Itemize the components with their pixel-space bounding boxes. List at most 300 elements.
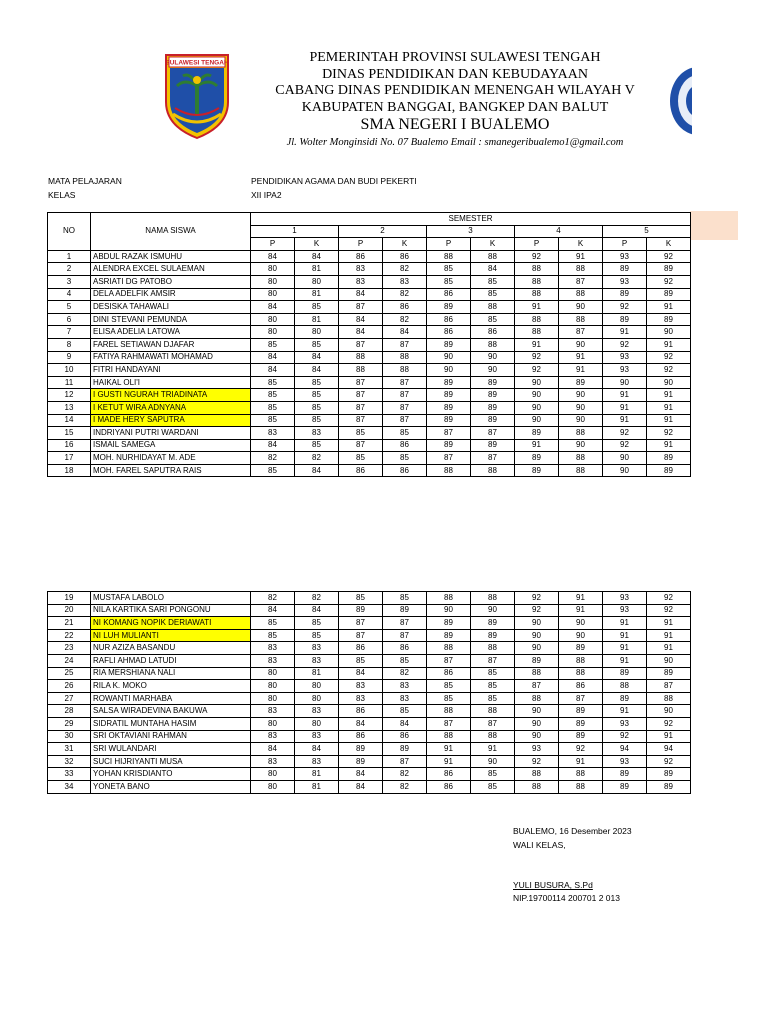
grade-k-sem-5: 92 (647, 364, 691, 377)
grade-k-sem-2: 88 (383, 351, 427, 364)
row-number: 14 (48, 414, 91, 427)
grade-p-sem-2: 89 (339, 604, 383, 617)
grade-k-sem-3: 89 (471, 414, 515, 427)
semester-header: SEMESTER (251, 213, 691, 226)
grade-k-sem-4: 89 (559, 705, 603, 718)
student-name: RIA MERSHIANA NALI (91, 667, 251, 680)
student-name: MUSTAFA LABOLO (91, 592, 251, 605)
school-name: SMA NEGERI I BUALEMO (360, 116, 550, 133)
grade-k-sem-5: 89 (647, 263, 691, 276)
grade-k-sem-5: 91 (647, 389, 691, 402)
grade-k-sem-1: 85 (295, 401, 339, 414)
grade-p-sem-1: 84 (251, 604, 295, 617)
student-row (48, 439, 691, 452)
grade-p-sem-3: 89 (427, 401, 471, 414)
grade-p-sem-4: 92 (515, 592, 559, 605)
grade-k-sem-3: 88 (471, 642, 515, 655)
grade-p-sem-5: 89 (603, 288, 647, 301)
grade-k-sem-5: 94 (647, 743, 691, 756)
student-name: FITRI HANDAYANI (91, 364, 251, 377)
row-number: 4 (48, 288, 91, 301)
row-number: 12 (48, 389, 91, 402)
grade-k-sem-1: 81 (295, 263, 339, 276)
grade-k-sem-2: 88 (383, 364, 427, 377)
grade-k-sem-5: 92 (647, 755, 691, 768)
grade-p-sem-3: 87 (427, 427, 471, 440)
grade-p-sem-1: 80 (251, 288, 295, 301)
signature-teacher-name: YULI BUSURA, S.Pd (513, 880, 593, 890)
grade-k-sem-3: 88 (471, 338, 515, 351)
grade-k-sem-5: 91 (647, 642, 691, 655)
grade-p-sem-2: 86 (339, 730, 383, 743)
grade-k-sem-2: 85 (383, 592, 427, 605)
grade-k-sem-1: 85 (295, 389, 339, 402)
grade-k-sem-2: 87 (383, 755, 427, 768)
sub-header-k: K (647, 238, 691, 251)
grade-p-sem-1: 82 (251, 592, 295, 605)
grade-k-sem-1: 83 (295, 427, 339, 440)
student-row (48, 768, 691, 781)
grade-p-sem-4: 88 (515, 780, 559, 793)
class-value: XII IPA2 (251, 190, 282, 200)
grade-p-sem-5: 93 (603, 604, 647, 617)
sub-header-k: K (559, 238, 603, 251)
grade-p-sem-4: 88 (515, 326, 559, 339)
signature-place-date: BUALEMO, 16 Desember 2023 (513, 826, 632, 836)
grade-k-sem-4: 88 (559, 452, 603, 465)
grade-p-sem-5: 91 (603, 414, 647, 427)
grade-p-sem-5: 88 (603, 680, 647, 693)
grade-k-sem-3: 87 (471, 452, 515, 465)
grade-k-sem-4: 88 (559, 427, 603, 440)
grade-k-sem-5: 91 (647, 338, 691, 351)
student-name: YOHAN KRISDIANTO (91, 768, 251, 781)
grade-p-sem-5: 93 (603, 592, 647, 605)
grade-p-sem-1: 80 (251, 313, 295, 326)
grade-p-sem-3: 89 (427, 301, 471, 314)
grade-p-sem-1: 85 (251, 401, 295, 414)
row-number: 7 (48, 326, 91, 339)
grade-k-sem-5: 92 (647, 427, 691, 440)
student-name: ABDUL RAZAK ISMUHU (91, 250, 251, 263)
student-name: MOH. NURHIDAYAT M. ADE (91, 452, 251, 465)
grade-p-sem-4: 88 (515, 768, 559, 781)
grade-p-sem-4: 90 (515, 642, 559, 655)
grade-p-sem-5: 93 (603, 717, 647, 730)
student-name: FAREL SETIAWAN DJAFAR (91, 338, 251, 351)
grade-p-sem-5: 89 (603, 263, 647, 276)
grade-k-sem-1: 81 (295, 780, 339, 793)
grade-k-sem-4: 90 (559, 439, 603, 452)
grade-p-sem-2: 84 (339, 288, 383, 301)
grade-k-sem-1: 81 (295, 667, 339, 680)
grade-p-sem-2: 87 (339, 389, 383, 402)
grade-p-sem-1: 80 (251, 667, 295, 680)
student-row (48, 780, 691, 793)
grade-p-sem-3: 91 (427, 755, 471, 768)
grade-k-sem-5: 91 (647, 414, 691, 427)
grade-p-sem-1: 83 (251, 642, 295, 655)
grade-k-sem-5: 91 (647, 439, 691, 452)
grade-k-sem-2: 85 (383, 427, 427, 440)
grade-k-sem-5: 90 (647, 705, 691, 718)
grade-p-sem-2: 86 (339, 642, 383, 655)
grade-k-sem-5: 92 (647, 592, 691, 605)
grade-k-sem-1: 85 (295, 629, 339, 642)
grade-p-sem-2: 87 (339, 338, 383, 351)
grade-k-sem-1: 85 (295, 414, 339, 427)
grade-k-sem-3: 89 (471, 617, 515, 630)
grade-p-sem-3: 89 (427, 617, 471, 630)
sub-header-p: P (603, 238, 647, 251)
row-number: 24 (48, 654, 91, 667)
row-number: 26 (48, 680, 91, 693)
sub-header-k: K (383, 238, 427, 251)
grade-k-sem-5: 92 (647, 275, 691, 288)
grade-k-sem-5: 91 (647, 730, 691, 743)
grade-p-sem-4: 89 (515, 654, 559, 667)
grade-k-sem-1: 85 (295, 439, 339, 452)
grade-p-sem-3: 86 (427, 780, 471, 793)
row-number: 8 (48, 338, 91, 351)
grade-p-sem-1: 84 (251, 364, 295, 377)
grade-p-sem-1: 83 (251, 705, 295, 718)
grade-p-sem-4: 90 (515, 629, 559, 642)
grade-k-sem-3: 89 (471, 376, 515, 389)
student-name: SALSA WIRADEVINA BAKUWA (91, 705, 251, 718)
grade-k-sem-4: 90 (559, 389, 603, 402)
grade-p-sem-2: 87 (339, 414, 383, 427)
grade-k-sem-1: 85 (295, 617, 339, 630)
grade-k-sem-3: 89 (471, 401, 515, 414)
grade-p-sem-3: 89 (427, 629, 471, 642)
grade-p-sem-5: 89 (603, 692, 647, 705)
grade-p-sem-3: 89 (427, 389, 471, 402)
grade-p-sem-3: 87 (427, 654, 471, 667)
grade-k-sem-2: 86 (383, 250, 427, 263)
student-name: ISMAIL SAMEGA (91, 439, 251, 452)
student-name: SRI WULANDARI (91, 743, 251, 756)
grade-k-sem-5: 91 (647, 301, 691, 314)
grade-p-sem-5: 91 (603, 389, 647, 402)
grade-k-sem-5: 89 (647, 313, 691, 326)
row-number: 30 (48, 730, 91, 743)
grade-p-sem-5: 91 (603, 654, 647, 667)
grade-k-sem-2: 86 (383, 464, 427, 477)
grade-k-sem-4: 90 (559, 338, 603, 351)
col-header-no: NO (48, 213, 91, 251)
row-number: 5 (48, 301, 91, 314)
grade-k-sem-1: 83 (295, 654, 339, 667)
student-row (48, 692, 691, 705)
grade-k-sem-2: 86 (383, 730, 427, 743)
grade-p-sem-2: 89 (339, 755, 383, 768)
grade-p-sem-5: 89 (603, 768, 647, 781)
student-row (48, 604, 691, 617)
row-number: 11 (48, 376, 91, 389)
grade-p-sem-4: 90 (515, 705, 559, 718)
school-address: Jl. Wolter Monginsidi No. 07 Bualemo Email : smanegeribualemo1@gmail.com (286, 137, 624, 148)
letterhead-line-branch: CABANG DINAS PENDIDIKAN MENENGAH WILAYAH V (275, 83, 635, 98)
grade-k-sem-1: 80 (295, 717, 339, 730)
grade-k-sem-4: 90 (559, 629, 603, 642)
grade-p-sem-1: 80 (251, 692, 295, 705)
grade-p-sem-4: 89 (515, 427, 559, 440)
student-name: RILA K. MOKO (91, 680, 251, 693)
grade-p-sem-2: 83 (339, 275, 383, 288)
grade-p-sem-4: 93 (515, 743, 559, 756)
grade-p-sem-2: 83 (339, 680, 383, 693)
grade-k-sem-5: 88 (647, 692, 691, 705)
grade-k-sem-4: 86 (559, 680, 603, 693)
grade-p-sem-5: 92 (603, 301, 647, 314)
grade-k-sem-2: 82 (383, 667, 427, 680)
student-row (48, 338, 691, 351)
grade-p-sem-3: 86 (427, 768, 471, 781)
grade-k-sem-1: 83 (295, 755, 339, 768)
grade-k-sem-4: 87 (559, 692, 603, 705)
grade-p-sem-3: 89 (427, 338, 471, 351)
grade-p-sem-5: 91 (603, 705, 647, 718)
semester-5-header: 5 (603, 225, 691, 238)
row-number: 10 (48, 364, 91, 377)
student-row (48, 464, 691, 477)
grade-p-sem-1: 85 (251, 629, 295, 642)
grade-k-sem-4: 88 (559, 768, 603, 781)
grade-p-sem-3: 89 (427, 439, 471, 452)
grade-k-sem-2: 82 (383, 780, 427, 793)
grade-k-sem-4: 88 (559, 654, 603, 667)
student-name: I MADE HERY SAPUTRA (91, 414, 251, 427)
student-row (48, 275, 691, 288)
grade-k-sem-4: 87 (559, 326, 603, 339)
student-name: HAIKAL OLI'I (91, 376, 251, 389)
grade-p-sem-3: 90 (427, 351, 471, 364)
student-row (48, 452, 691, 465)
grade-p-sem-2: 88 (339, 351, 383, 364)
grade-k-sem-4: 91 (559, 250, 603, 263)
student-row (48, 705, 691, 718)
row-number: 29 (48, 717, 91, 730)
grade-k-sem-1: 85 (295, 338, 339, 351)
col-header-name: NAMA SISWA (91, 213, 251, 251)
grade-p-sem-1: 80 (251, 263, 295, 276)
grade-p-sem-2: 87 (339, 439, 383, 452)
grade-p-sem-3: 89 (427, 414, 471, 427)
grade-p-sem-4: 91 (515, 301, 559, 314)
grade-k-sem-5: 87 (647, 680, 691, 693)
grade-p-sem-4: 92 (515, 364, 559, 377)
grade-k-sem-2: 86 (383, 642, 427, 655)
sub-header-p: P (251, 238, 295, 251)
grade-p-sem-3: 86 (427, 326, 471, 339)
grade-p-sem-4: 90 (515, 717, 559, 730)
grade-p-sem-1: 80 (251, 780, 295, 793)
grade-p-sem-1: 84 (251, 301, 295, 314)
grade-k-sem-1: 82 (295, 592, 339, 605)
grade-k-sem-1: 84 (295, 364, 339, 377)
grade-k-sem-4: 88 (559, 263, 603, 276)
grade-p-sem-1: 85 (251, 376, 295, 389)
row-number: 32 (48, 755, 91, 768)
grade-p-sem-3: 90 (427, 604, 471, 617)
student-row (48, 427, 691, 440)
grade-p-sem-4: 87 (515, 680, 559, 693)
grade-k-sem-2: 83 (383, 692, 427, 705)
grade-p-sem-1: 84 (251, 439, 295, 452)
grade-k-sem-5: 91 (647, 617, 691, 630)
subject-label: MATA PELAJARAN (48, 176, 122, 186)
grade-p-sem-2: 88 (339, 364, 383, 377)
grade-k-sem-4: 89 (559, 730, 603, 743)
grade-k-sem-2: 82 (383, 313, 427, 326)
semester-4-header: 4 (515, 225, 603, 238)
grade-k-sem-3: 87 (471, 427, 515, 440)
student-row (48, 667, 691, 680)
grade-k-sem-1: 80 (295, 692, 339, 705)
student-row (48, 389, 691, 402)
grade-k-sem-1: 84 (295, 351, 339, 364)
grade-k-sem-4: 90 (559, 301, 603, 314)
grade-k-sem-3: 88 (471, 705, 515, 718)
student-row (48, 301, 691, 314)
grade-k-sem-3: 85 (471, 313, 515, 326)
grade-p-sem-4: 90 (515, 376, 559, 389)
grade-p-sem-5: 90 (603, 452, 647, 465)
grade-k-sem-5: 91 (647, 401, 691, 414)
grade-k-sem-3: 88 (471, 730, 515, 743)
grades-table-part-1 (47, 212, 691, 477)
grade-p-sem-2: 87 (339, 401, 383, 414)
grade-p-sem-3: 86 (427, 667, 471, 680)
grade-p-sem-5: 91 (603, 326, 647, 339)
grade-p-sem-1: 85 (251, 338, 295, 351)
grade-k-sem-4: 91 (559, 364, 603, 377)
grade-p-sem-5: 93 (603, 755, 647, 768)
grade-k-sem-4: 88 (559, 667, 603, 680)
grade-k-sem-2: 87 (383, 401, 427, 414)
grade-p-sem-1: 80 (251, 275, 295, 288)
student-name: ALENDRA EXCEL SULAEMAN (91, 263, 251, 276)
header-shading (690, 211, 738, 240)
grade-p-sem-4: 88 (515, 275, 559, 288)
grade-k-sem-1: 80 (295, 275, 339, 288)
signature-role: WALI KELAS, (513, 840, 566, 850)
row-number: 1 (48, 250, 91, 263)
student-row (48, 592, 691, 605)
grade-p-sem-2: 84 (339, 780, 383, 793)
row-number: 9 (48, 351, 91, 364)
grade-p-sem-5: 92 (603, 439, 647, 452)
grade-p-sem-5: 89 (603, 313, 647, 326)
row-number: 31 (48, 743, 91, 756)
grade-p-sem-3: 86 (427, 313, 471, 326)
grade-p-sem-2: 84 (339, 313, 383, 326)
grade-k-sem-4: 89 (559, 717, 603, 730)
grade-k-sem-3: 89 (471, 439, 515, 452)
student-row (48, 326, 691, 339)
grade-p-sem-3: 85 (427, 680, 471, 693)
grade-p-sem-1: 85 (251, 464, 295, 477)
grade-p-sem-5: 91 (603, 642, 647, 655)
grade-p-sem-1: 83 (251, 730, 295, 743)
grade-k-sem-2: 84 (383, 717, 427, 730)
grade-k-sem-4: 91 (559, 755, 603, 768)
grade-k-sem-3: 90 (471, 364, 515, 377)
grade-p-sem-1: 82 (251, 452, 295, 465)
student-name: ROWANTI MARHABA (91, 692, 251, 705)
grade-k-sem-1: 83 (295, 705, 339, 718)
grade-p-sem-2: 89 (339, 743, 383, 756)
grade-k-sem-1: 84 (295, 250, 339, 263)
grade-k-sem-2: 85 (383, 654, 427, 667)
grade-p-sem-5: 90 (603, 464, 647, 477)
student-row (48, 364, 691, 377)
row-number: 28 (48, 705, 91, 718)
grade-k-sem-3: 87 (471, 654, 515, 667)
grade-k-sem-2: 89 (383, 743, 427, 756)
grade-k-sem-4: 90 (559, 414, 603, 427)
grade-k-sem-4: 88 (559, 313, 603, 326)
student-row (48, 642, 691, 655)
grade-k-sem-3: 91 (471, 743, 515, 756)
grade-k-sem-3: 89 (471, 629, 515, 642)
grade-p-sem-4: 90 (515, 414, 559, 427)
grade-p-sem-3: 88 (427, 705, 471, 718)
row-number: 6 (48, 313, 91, 326)
grade-p-sem-1: 80 (251, 680, 295, 693)
grade-p-sem-4: 90 (515, 730, 559, 743)
grade-k-sem-5: 89 (647, 464, 691, 477)
grade-p-sem-4: 91 (515, 338, 559, 351)
grade-p-sem-2: 86 (339, 705, 383, 718)
grade-k-sem-2: 82 (383, 263, 427, 276)
student-name: INDRIYANI PUTRI WARDANI (91, 427, 251, 440)
grade-p-sem-5: 90 (603, 376, 647, 389)
grade-k-sem-3: 85 (471, 768, 515, 781)
row-number: 19 (48, 592, 91, 605)
grade-p-sem-2: 85 (339, 427, 383, 440)
grade-k-sem-1: 84 (295, 743, 339, 756)
grade-p-sem-1: 80 (251, 768, 295, 781)
grade-k-sem-1: 85 (295, 301, 339, 314)
grade-k-sem-5: 90 (647, 326, 691, 339)
grade-k-sem-5: 89 (647, 288, 691, 301)
province-emblem-logo (163, 52, 231, 140)
class-label: KELAS (48, 190, 76, 200)
student-name: YONETA BANO (91, 780, 251, 793)
semester-2-header: 2 (339, 225, 427, 238)
grade-k-sem-5: 92 (647, 717, 691, 730)
row-number: 20 (48, 604, 91, 617)
grade-p-sem-2: 85 (339, 592, 383, 605)
grade-k-sem-4: 87 (559, 275, 603, 288)
row-number: 16 (48, 439, 91, 452)
grade-k-sem-5: 90 (647, 654, 691, 667)
student-row (48, 743, 691, 756)
grade-k-sem-1: 84 (295, 464, 339, 477)
grade-p-sem-5: 93 (603, 364, 647, 377)
grade-k-sem-2: 86 (383, 301, 427, 314)
grade-p-sem-4: 92 (515, 755, 559, 768)
grade-p-sem-1: 83 (251, 654, 295, 667)
grade-p-sem-1: 83 (251, 755, 295, 768)
grade-p-sem-1: 83 (251, 427, 295, 440)
grade-k-sem-4: 92 (559, 743, 603, 756)
grade-k-sem-5: 89 (647, 452, 691, 465)
student-name: DINI STEVANI PEMUNDA (91, 313, 251, 326)
grade-k-sem-2: 87 (383, 629, 427, 642)
